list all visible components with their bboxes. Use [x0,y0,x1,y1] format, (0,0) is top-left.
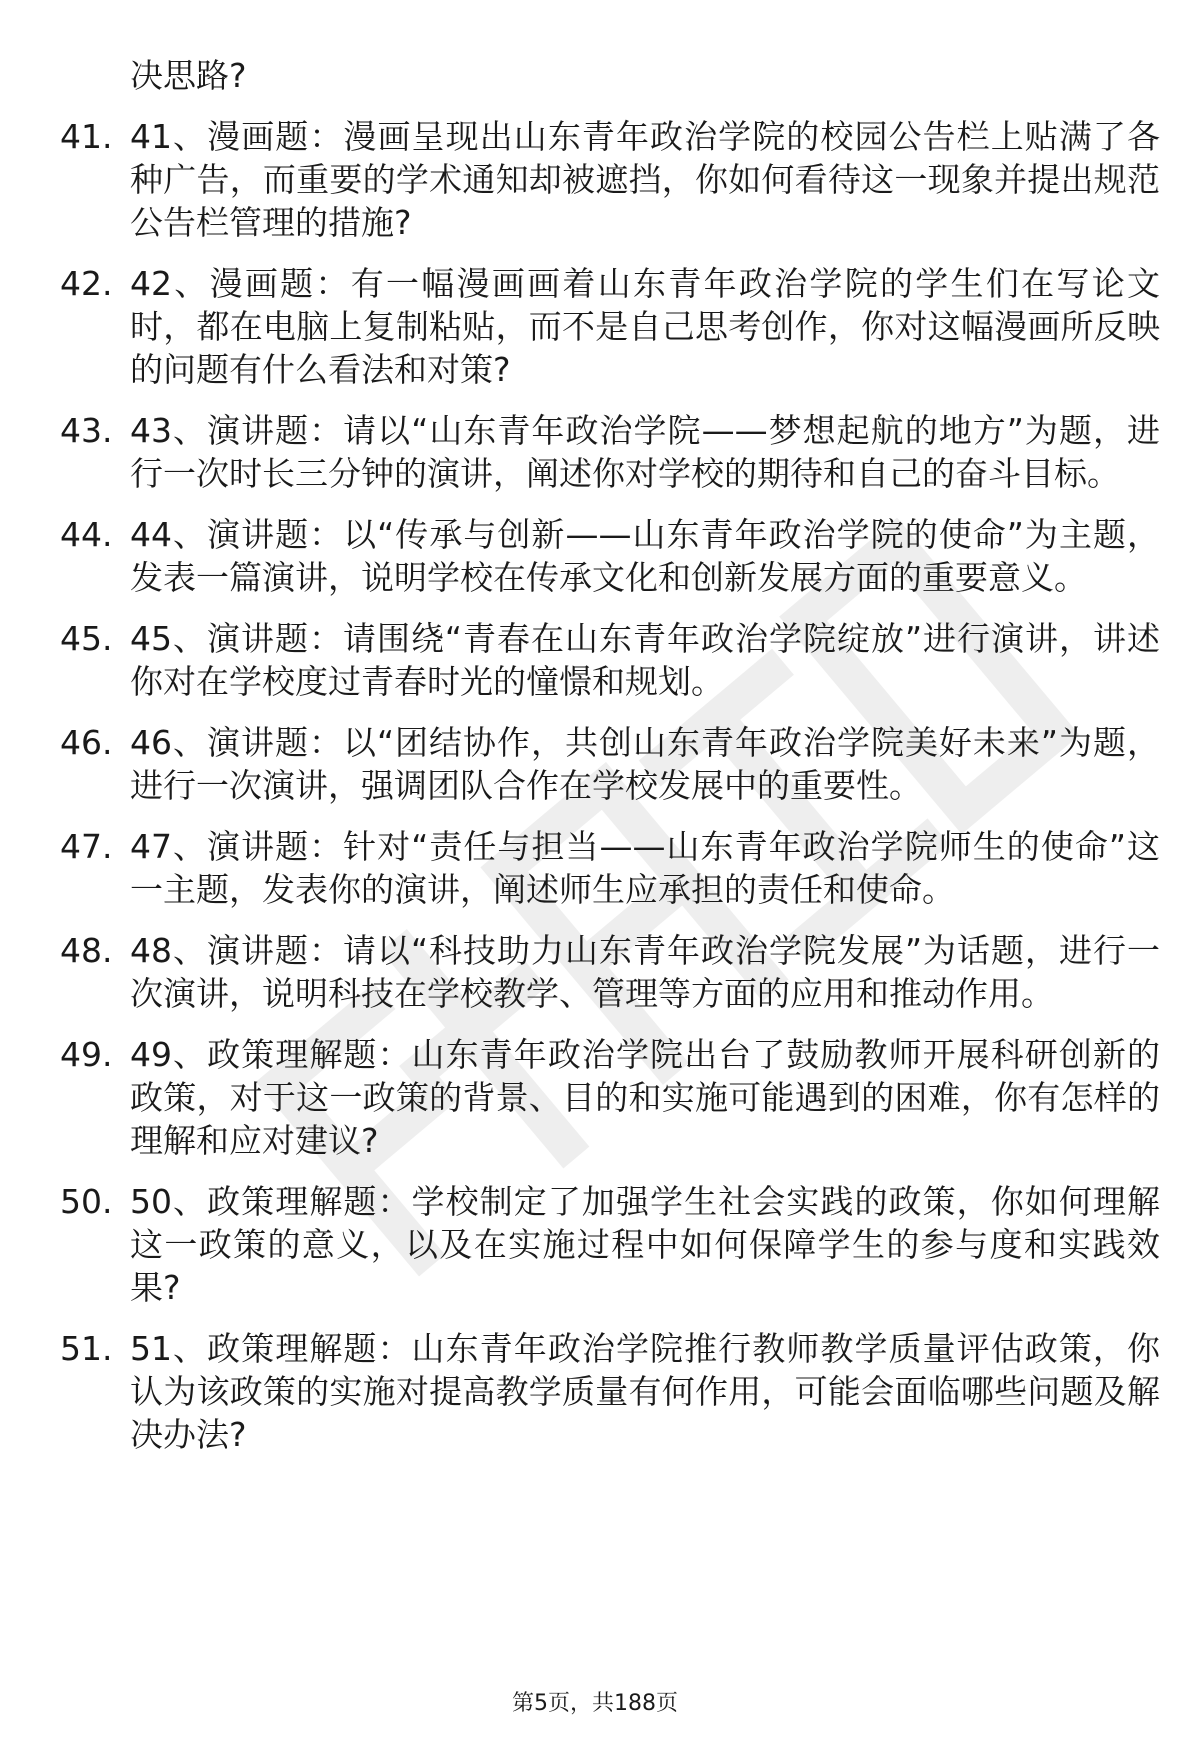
list-item [60,409,1160,495]
list-item [60,1033,1160,1162]
item-number: 50. [60,1182,113,1221]
item-number: 51. [60,1329,113,1368]
item-text: 41、漫画题：漫画呈现出山东青年政治学院的校园公告栏上贴满了各种广告，而重要的学术通知却被遮挡，你如何看待这一现象并提出规范公告栏管理的措施? [130,117,1160,242]
item-number: 47. [60,827,113,866]
list-item [60,825,1160,911]
item-text: 51、政策理解题：山东青年政治学院推行教师教学质量评估政策，你认为该政策的实施对提高教学质量有何作用，可能会面临哪些问题及解决办法? [130,1329,1160,1454]
list-item [60,721,1160,807]
question-list [60,54,1160,1474]
item-number: 49. [60,1035,113,1074]
item-text: 42、漫画题：有一幅漫画画着山东青年政治学院的学生们在写论文时，都在电脑上复制粘贴，而不是自己思考创作，你对这幅漫画所反映的问题有什么看法和对策? [130,264,1160,389]
item-text: 50、政策理解题：学校制定了加强学生社会实践的政策，你如何理解这一政策的意义，以及在实施过程中如何保障学生的参与度和实践效果? [130,1182,1160,1307]
list-item [60,262,1160,391]
item-number: 43. [60,411,113,450]
item-text: 44、演讲题：以“传承与创新——山东青年政治学院的使命”为主题，发表一篇演讲，说明学校在传承文化和创新发展方面的重要意义。 [130,515,1160,597]
item-text: 45、演讲题：请围绕“青春在山东青年政治学院绽放”进行演讲，讲述你对在学校度过青春时光的憧憬和规划。 [130,619,1160,701]
page-footer: 第5页，共188页 [512,1691,678,1716]
item-text: 49、政策理解题：山东青年政治学院出台了鼓励教师开展科研创新的政策，对于这一政策的背景、目的和实施可能遇到的困难，你有怎样的理解和应对建议? [130,1035,1160,1160]
item-number: 45. [60,619,113,658]
list-item [60,929,1160,1015]
item-number: 42. [60,264,113,303]
item-number: 44. [60,515,113,554]
item-text: 47、演讲题：针对“责任与担当——山东青年政治学院师生的使命”这一主题，发表你的演讲，阐述师生应承担的责任和使命。 [130,827,1160,909]
item-number: 46. [60,723,113,762]
list-item [60,617,1160,703]
item-text: 46、演讲题：以“团结协作，共创山东青年政治学院美好未来”为题，进行一次演讲，强调团队合作在学校发展中的重要性。 [130,723,1160,805]
item-number: 48. [60,931,113,970]
continuation-text: 决思路? [130,56,247,95]
list-item [60,1180,1160,1309]
list-item [60,115,1160,244]
item-text: 48、演讲题：请以“科技助力山东青年政治学院发展”为话题，进行一次演讲，说明科技在学校教学、管理等方面的应用和推动作用。 [130,931,1160,1013]
item-text: 43、演讲题：请以“山东青年政治学院——梦想起航的地方”为题，进行一次时长三分钟的演讲，阐述你对学校的期待和自己的奋斗目标。 [130,411,1160,493]
list-item [60,1327,1160,1456]
item-number: 41. [60,117,113,156]
list-item [60,513,1160,599]
